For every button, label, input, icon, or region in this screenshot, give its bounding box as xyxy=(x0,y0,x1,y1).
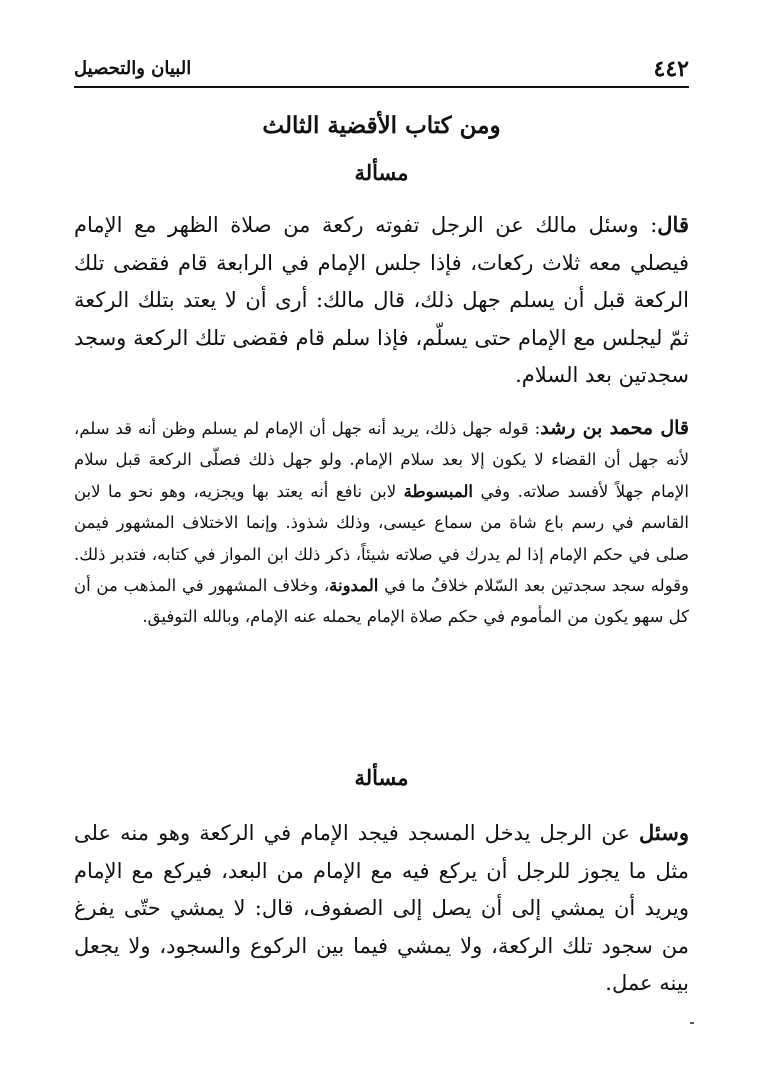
paragraph-text: : وسئل مالك عن الرجل تفوته ركعة من صلاة الظهر مع الإمام فيصلي معه ثلاث ركعات، فإذا جلس الإمام في الرابعة قام فقضى تلك الركعة قبل أن يسلم جهل ذلك، قال مالك: أرى أن لا يعتد بتلك الركعة ثمّ ليجلس مع الإمام حتى يسلّم، فإذا سلم قام فقضى تلك الركعة وسجد سجدتين بعد السلام. xyxy=(74,213,689,387)
page-number: ٤٤٢ xyxy=(653,56,689,82)
book-title: البيان والتحصيل xyxy=(74,58,192,79)
commentary-paragraph xyxy=(74,413,689,633)
commentary-text: لابن نافع أنه يعتد بها ويجزيه، وهو نحو ما لابن القاسم في رسم باع شاة من سماع عيسى، وذلك شذوذ. وإنما الاختلاف المشهور فيمن صلى في حكم الإمام إذا لم يدرك في صلاته شيئاً، ذكر ذلك ابن المواز في كتابه، فتدبر ذلك. وقوله سجد سجدتين بعد السّلام خلافُ ما في xyxy=(74,481,689,596)
commentary-text: ، وخلاف المشهور في المذهب من أن كل سهو يكون من المأموم في حكم صلاة الإمام يحمله عنه الإمام، وبالله التوفيق. xyxy=(74,576,689,627)
running-header xyxy=(74,52,689,88)
book-reference: المدونة xyxy=(329,576,379,596)
commentary-author: قال محمد بن رشد xyxy=(540,417,689,439)
question-paragraph xyxy=(74,814,689,1003)
paragraph-lead: قال xyxy=(657,212,689,237)
paragraph-lead: وسئل xyxy=(639,820,689,845)
chapter-title: ومن كتاب الأقضية الثالث xyxy=(262,112,501,139)
section-heading: مسألة xyxy=(354,160,409,185)
question-paragraph xyxy=(74,206,689,395)
print-speck xyxy=(690,1022,694,1024)
section-heading: مسألة xyxy=(354,765,409,790)
paragraph-text: عن الرجل يدخل المسجد فيجد الإمام في الركعة وهو منه على مثل ما يجوز للرجل أن يركع فيه مع الإمام من البعد، فيركع مع الإمام ويريد أن يمشي إلى أن يصل إلى الصفوف، قال: لا يمشي حتّى يفرغ من سجود تلك الركعة، ولا يمشي فيما بين الركوع والسجود، ولا يجعل بينه عمل. xyxy=(74,821,689,995)
commentary-text: : قوله جهل ذلك، يريد أنه جهل أن الإمام لم يسلم وظن أنه قد سلم، لأنه جهل أن القضاء لا يكون إلا بعد سلام الإمام. ولو جهل ذلك فصلّى الركعة قبل سلام الإمام جهلاً لأفسد صلاته. وفي xyxy=(74,419,689,501)
book-reference: المبسوطة xyxy=(403,481,473,501)
